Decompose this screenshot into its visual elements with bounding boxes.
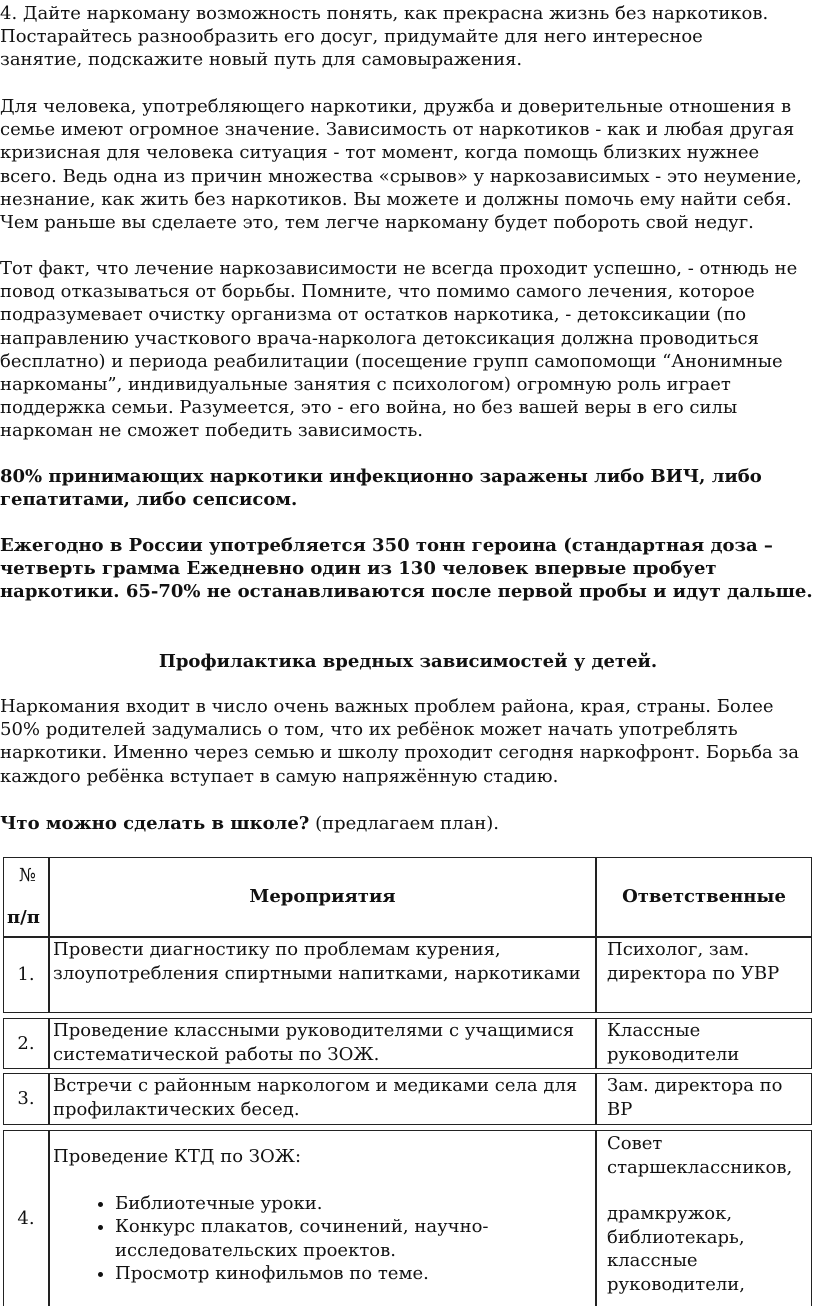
- header-responsible-label: Ответственные: [622, 886, 786, 908]
- paragraph-drug-problem: Наркомания входит в число очень важных проблем района, края, страны. Более 50% родителей задумались о том, что их ребёнок может начать употреблять наркотики. Именно через семью и школу проходит сегодня наркофронт. Борьба за каждого ребёнка вступает в самую напряжённую стадию.: [0, 696, 800, 787]
- header-events-label: Мероприятия: [249, 886, 396, 908]
- row-4-event: Проведение КТД по ЗОЖ:: [53, 1146, 302, 1167]
- header-num-symbol: №: [19, 865, 37, 886]
- row-2-num-cell: [3, 1018, 49, 1069]
- paragraph-family-support: Для человека, употребляющего наркотики, дружба и доверительные отношения в семье имеют огромное значение. Зависимость от наркотиков - как и любая другая кризисная для человека ситуация - тот момент, когда помощь близких нужнее всего. Ведь одна из причин множества «срывов» у наркозависимых - это неумение, незнание, как жить без наркотиков. Вы можете и должны помочь ему найти себя. Чем раньше вы сделаете это, тем легче наркоману будет побороть свой недуг.: [0, 96, 802, 234]
- paragraph-advice-4: 4. Дайте наркоману возможность понять, как прекрасна жизнь без наркотиков. Постарайтесь разнообразить его досуг, придумайте для него интересное занятие, подскажите новый путь для самовыражения.: [0, 3, 769, 71]
- row-4-bullet-list: [53, 1192, 595, 1286]
- row-2-responsible-cell: [596, 1018, 812, 1069]
- row-3-event-cell: [49, 1073, 596, 1125]
- row-1-responsible: Психолог, зам. директора по УВР: [607, 939, 780, 984]
- row-4-responsible-more: драмкружок, библиотекарь, классные руководители,: [607, 1203, 746, 1295]
- row-2-responsible: Классные руководители: [607, 1020, 740, 1065]
- row-4-num: 4.: [17, 1207, 35, 1229]
- row-3-event: Встречи с районным наркологом и медиками села для профилактических бесед.: [53, 1075, 578, 1120]
- row-1-num: 1.: [17, 964, 35, 986]
- plan-note: (предлагаем план).: [309, 813, 499, 834]
- header-events-cell: [49, 857, 596, 937]
- header-num-cell: [3, 857, 49, 937]
- header-responsible-cell: [596, 857, 812, 937]
- paragraph-heroin-stat: Ежегодно в России употребляется 350 тонн героина (стандартная доза – четверть грамма Ежедневно один из 130 человек впервые пробует наркотики. 65-70% не останавливаются после первой пробы и идут дальше.: [0, 535, 813, 603]
- plan-intro: [0, 812, 812, 835]
- paragraph-infection-stat: 80% принимающих наркотики инфекционно заражены либо ВИЧ, либо гепатитами, либо сепсисом.: [0, 466, 762, 511]
- paragraph-treatment: Тот факт, что лечение наркозависимости не всегда проходит успешно, - отнюдь не повод отказываться от борьбы. Помните, что помимо самого лечения, которое подразумевает очистку организма от остатков наркотика, - детоксикации (по направлению участкового врача-нарколога детоксикация должна проводиться бесплатно) и периода реабилитации (посещение групп самопомощи “Анонимные наркоманы”, индивидуальные занятия с психологом) огромную роль играет поддержка семьи. Разумеется, это - его война, но без вашей веры в его силы наркоман не сможет победить зависимость.: [0, 258, 798, 442]
- section-heading: Профилактика вредных зависимостей у детей.: [158, 651, 658, 672]
- row-4-responsible-cell: [596, 1130, 812, 1306]
- row-1-event-cell: [49, 937, 596, 1013]
- row-4-num-cell: [3, 1130, 49, 1306]
- list-item: • Конкурс плакатов, сочинений, научно-исследовательских проектов.: [115, 1215, 595, 1262]
- row-3-responsible: Зам. директора по ВР: [607, 1075, 783, 1120]
- row-3-num-cell: [3, 1073, 49, 1125]
- row-4-event-cell: [49, 1130, 596, 1306]
- list-item: • Просмотр кинофильмов по теме.: [115, 1262, 595, 1286]
- row-1-event: Провести диагностику по проблемам курения, злоупотребления спиртными напитками, наркотиками: [53, 939, 581, 984]
- row-3-num: 3.: [17, 1088, 35, 1110]
- row-4-responsible: Совет старшеклассников,: [607, 1133, 793, 1178]
- list-item: • Библиотечные уроки.: [115, 1192, 595, 1216]
- row-2-num: 2.: [17, 1032, 35, 1054]
- plan-question: Что можно сделать в школе?: [0, 813, 310, 834]
- row-1-num-cell: [3, 937, 49, 1013]
- header-num-label: п/п: [7, 907, 40, 928]
- row-2-event: Проведение классными руководителями с учащимися систематической работы по ЗОЖ.: [53, 1020, 575, 1065]
- row-2-event-cell: [49, 1018, 596, 1069]
- row-1-responsible-cell: [596, 937, 812, 1013]
- row-3-responsible-cell: [596, 1073, 812, 1125]
